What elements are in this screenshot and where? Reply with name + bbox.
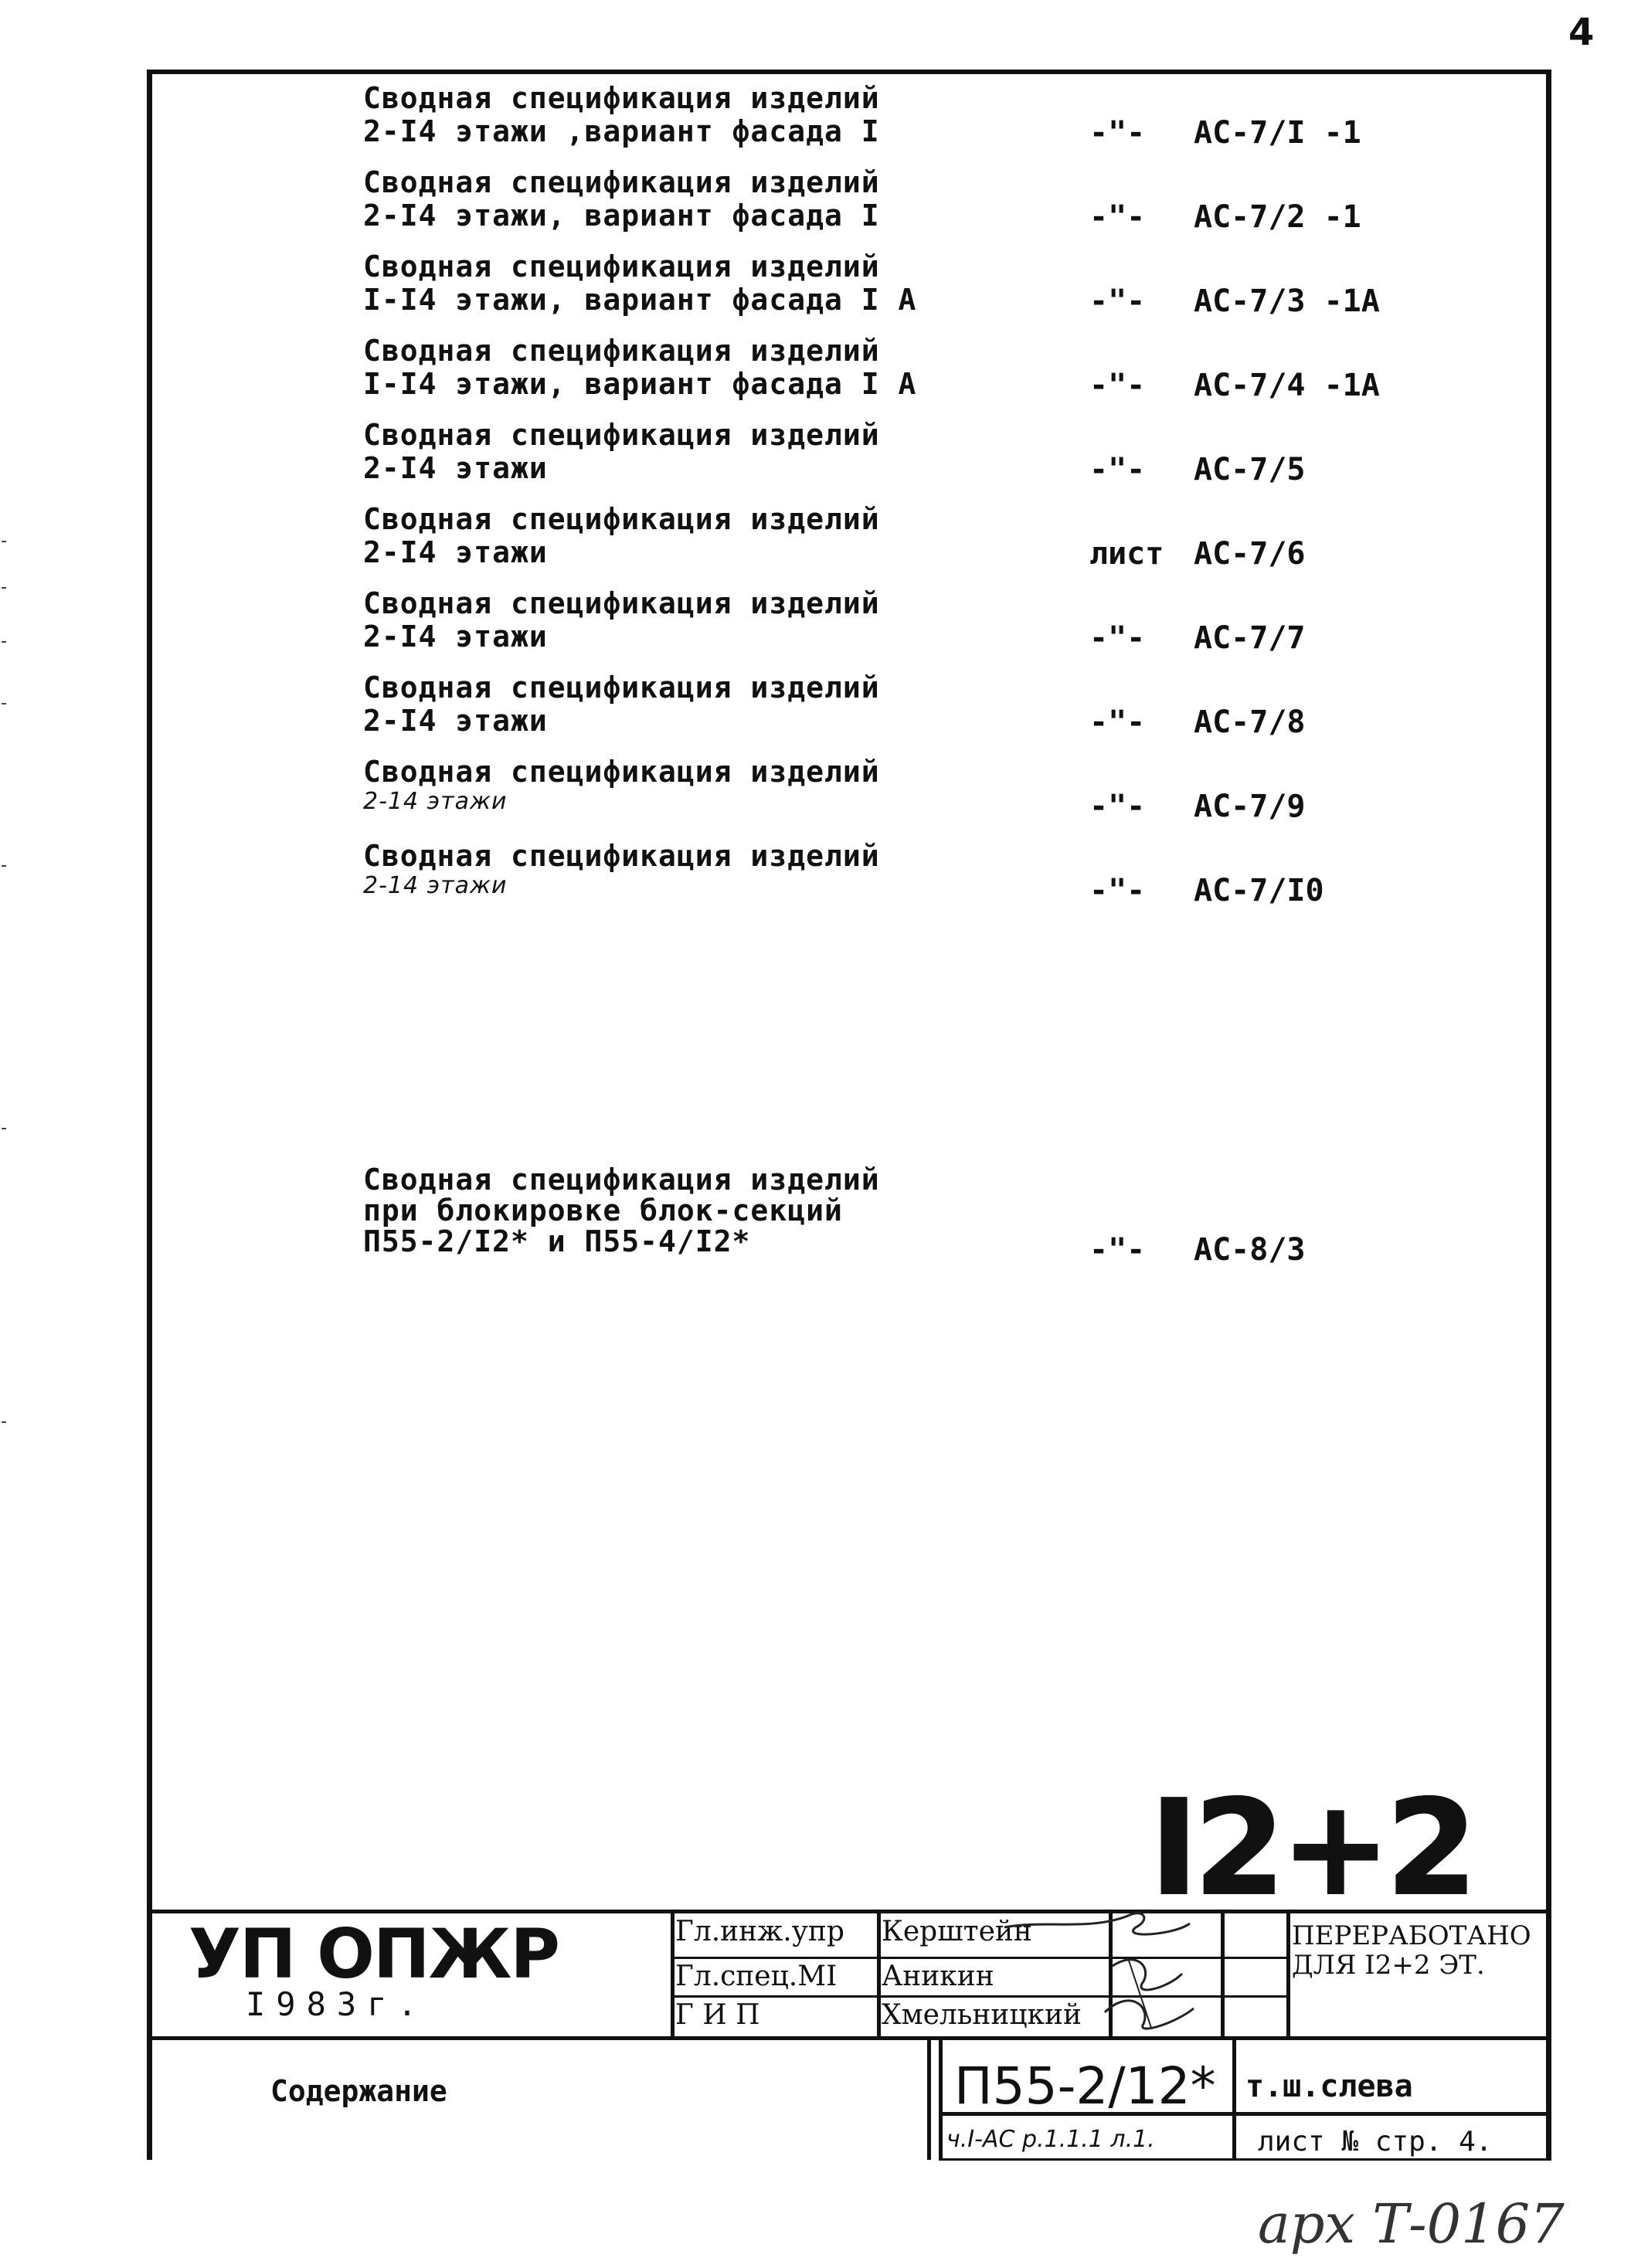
divider [1286,1910,1290,2036]
divider [939,2158,1551,2161]
entry-reference [1089,873,1324,908]
list-item [363,165,1445,250]
signer-name: Аникин [882,1961,994,1992]
entry-title: Сводная спецификация изделий [363,334,880,368]
entry-ref-code: АС-7/I0 [1194,873,1324,908]
signature-mark [997,1896,1228,2051]
entry-ref-code: АС-7/5 [1194,452,1306,487]
entry-title: Сводная спецификация изделий [363,1163,880,1197]
entry-ref-prefix: -"- [1089,368,1146,403]
entry-ref-code: АС-7/3 -1А [1194,284,1380,319]
contents-list [363,81,1445,923]
divider [1232,2114,1236,2160]
document-name: Содержание [270,2074,447,2108]
entry-ref-prefix: -"- [1089,452,1146,487]
entry-reference [1089,115,1361,151]
entry-reference [1089,620,1306,656]
page-number: 4 [1568,11,1595,54]
entry-ref-code: АС-8/3 [1194,1232,1306,1268]
entry-ref-prefix: -"- [1089,789,1146,824]
entry-ref-code: АС-7/6 [1194,536,1306,572]
entry-reference [1089,705,1306,740]
entry-title: Сводная спецификация изделий [363,671,880,705]
entry-ref-code: АС-7/8 [1194,705,1306,740]
entry-ref-prefix: -"- [1089,284,1146,319]
list-item [363,334,1445,418]
entry-subtitle: I-I4 этажи, вариант фасада I А [363,367,917,401]
divider [877,1910,881,2036]
organization-year: I983г. [246,1985,428,2023]
revision-note: ДЛЯ I2+2 ЭТ. [1292,1950,1485,1981]
entry-reference [1089,452,1306,487]
entry-ref-code: АС-7/9 [1194,789,1306,824]
part-reference: ч.I-АС р.1.1.1 л.1. [946,2126,1155,2153]
list-item [363,81,1445,165]
entry-reference [1089,789,1306,824]
floors-badge: I2+2 [1150,1791,1473,1908]
entry-ref-prefix: -"- [1089,199,1146,235]
list-item [363,755,1445,839]
sheet-page: лист № стр. 4. [1258,2126,1493,2158]
list-item [363,250,1445,334]
entry-subtitle: 2-I4 этажи [363,535,548,569]
entry-title: Сводная спецификация изделий [363,418,880,452]
entry-ref-code: АС-7/2 -1 [1194,199,1361,235]
entry-title: Сводная спецификация изделий [363,586,880,620]
entry-subtitle: 2-I4 этажи ,вариант фасада I [363,114,880,148]
sheet-type: т.ш.слева [1245,2069,1413,2104]
divider [671,1910,674,2036]
entry-title: Сводная спецификация изделий [363,839,880,873]
signer-name: Керштейн [882,1916,1032,1947]
entry-subtitle: при блокировке блок-секций [363,1193,843,1227]
entry-subtitle: I-I4 этажи, вариант фасада I А [363,283,917,317]
entry-title: Сводная спецификация изделий [363,502,880,536]
entry-reference [1089,536,1306,572]
divider [927,2036,931,2160]
entry-subtitle: П55-2/I2* и П55-4/I2* [363,1224,751,1258]
list-item [363,671,1445,755]
divider [939,2036,943,2160]
entry-title: Сводная спецификация изделий [363,755,880,789]
entry-ref-code: АС-7/7 [1194,620,1306,656]
list-item [363,502,1445,586]
entry-reference [1089,1232,1306,1268]
entry-ref-code: АС-7/4 -1А [1194,368,1380,403]
list-item [363,586,1445,671]
revision-note: ПЕРЕРАБОТАНО [1292,1920,1531,1951]
entry-ref-prefix: -"- [1089,115,1146,151]
entry-title: Сводная спецификация изделий [363,250,880,284]
role-label: Гл.инж.упр [675,1916,844,1947]
role-label: Г И П [675,1999,760,2031]
entry-subtitle: 2-14 этажи [363,788,508,815]
entry-ref-prefix: лист [1089,536,1164,572]
entry-subtitle: 2-I4 этажи, вариант фасада I [363,199,880,233]
divider [1232,2036,1236,2114]
entry-ref-prefix: -"- [1089,705,1146,740]
organization-name: УП ОПЖР [189,1914,559,1994]
project-code: П55-2/12* [954,2056,1216,2116]
entry-ref-prefix: -"- [1089,873,1146,908]
entry-title: Сводная спецификация изделий [363,165,880,199]
archive-stamp: арх Т-0167 [1258,2192,1565,2256]
entry-reference [1089,368,1380,403]
divider [147,1910,1551,1913]
entry-subtitle: 2-I4 этажи [363,451,548,485]
list-item [363,839,1445,923]
list-item [363,418,1445,502]
entry-ref-prefix: -"- [1089,620,1146,656]
divider [147,2036,1551,2040]
entry-subtitle: 2-I4 этажи [363,620,548,654]
entry-ref-prefix: -"- [1089,1232,1146,1268]
entry-subtitle: 2-14 этажи [363,872,508,899]
entry-reference [1089,199,1361,235]
entry-subtitle: 2-I4 этажи [363,704,548,738]
role-label: Гл.спец.МI [675,1961,838,1992]
entry-reference [1089,284,1380,319]
entry-title: Сводная спецификация изделий [363,81,880,115]
entry-ref-code: АС-7/I -1 [1194,115,1361,151]
signer-name: Хмельницкий [882,1999,1082,2031]
block-spec-entry [363,1163,1445,1286]
margin-marks [2,541,8,1468]
